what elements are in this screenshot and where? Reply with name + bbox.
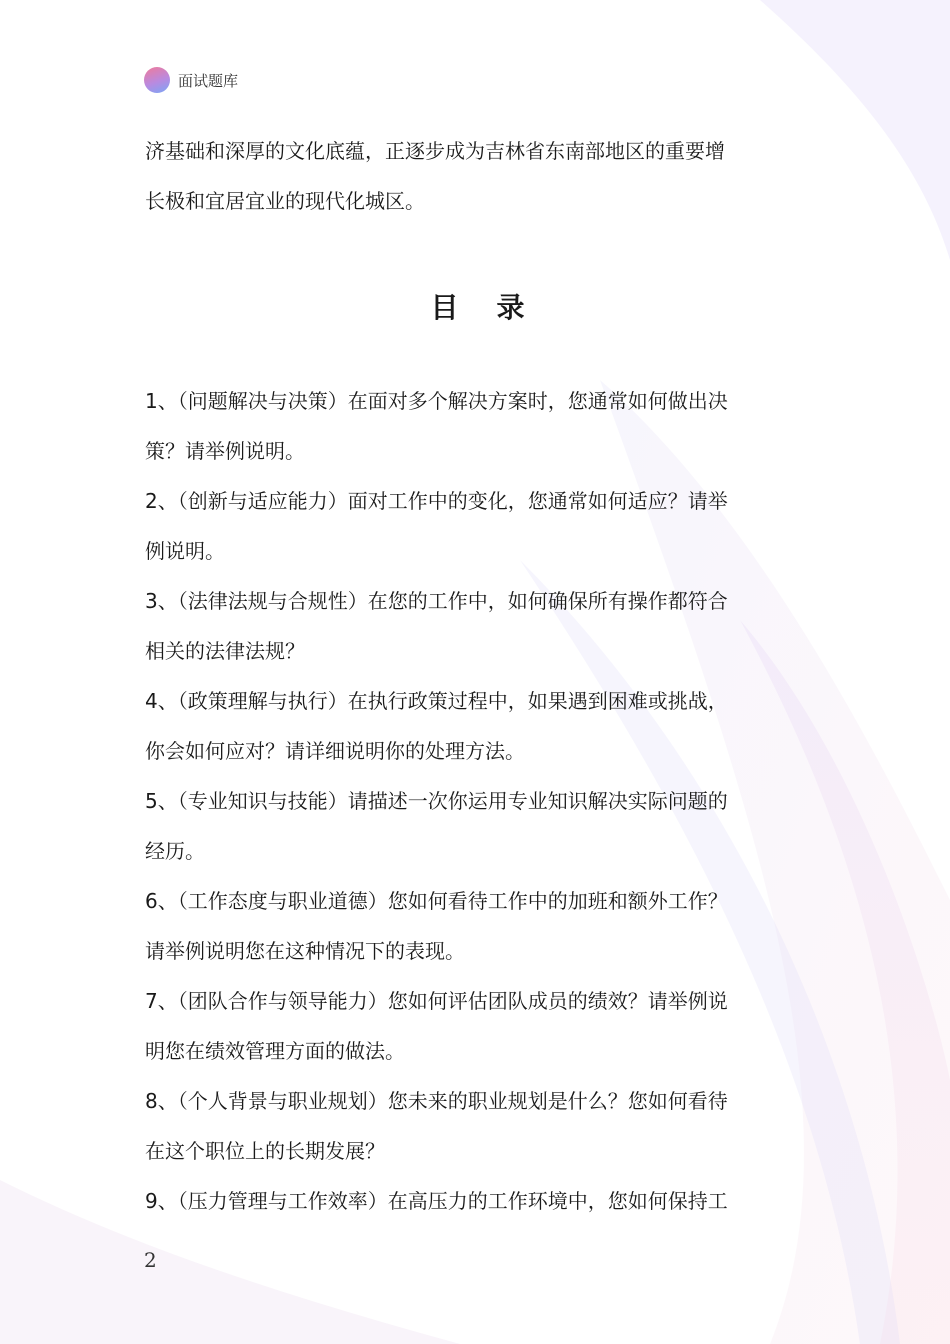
page-header [144,67,238,93]
intro-line-2: 长极和宜居宜业的现代化城区。 [145,189,425,213]
toc-line: 在这个职位上的长期发展？ [145,1139,385,1163]
intro-line-1: 济基础和深厚的文化底蕴，正逐步成为吉林省东南部地区的重要增 [145,139,725,163]
toc-line: 你会如何应对？请详细说明你的处理方法。 [145,739,525,763]
toc-line: 3、（法律法规与合规性）在您的工作中，如何确保所有操作都符合 [145,589,728,613]
toc-line: 1、（问题解决与决策）在面对多个解决方案时，您通常如何做出决 [145,389,728,413]
toc-line: 7、（团队合作与领导能力）您如何评估团队成员的绩效？请举例说 [145,989,728,1013]
toc-line: 9、（压力管理与工作效率）在高压力的工作环境中，您如何保持工 [145,1189,728,1213]
toc-line: 例说明。 [145,539,225,563]
toc-line: 4、（政策理解与执行）在执行政策过程中，如果遇到困难或挑战， [145,689,728,713]
toc-list [145,376,810,1226]
document-body [145,126,810,1226]
toc-line: 明您在绩效管理方面的做法。 [145,1039,405,1063]
toc-line: 5、（专业知识与技能）请描述一次你运用专业知识解决实际问题的 [145,789,728,813]
toc-line: 8、（个人背景与职业规划）您未来的职业规划是什么？您如何看待 [145,1089,728,1113]
toc-line: 相关的法律法规？ [145,639,305,663]
brand-name: 面试题库 [178,71,239,90]
toc-line: 经历。 [145,839,205,863]
toc-line: 策？请举例说明。 [145,439,305,463]
page-number: 2 [144,1248,157,1272]
toc-line: 6、（工作态度与职业道德）您如何看待工作中的加班和额外工作？ [145,889,728,913]
brand-logo-icon [144,67,170,93]
toc-line: 2、（创新与适应能力）面对工作中的变化，您通常如何适应？请举 [145,489,728,513]
toc-title: 目录 [430,291,563,324]
toc-line: 请举例说明您在这种情况下的表现。 [145,939,465,963]
